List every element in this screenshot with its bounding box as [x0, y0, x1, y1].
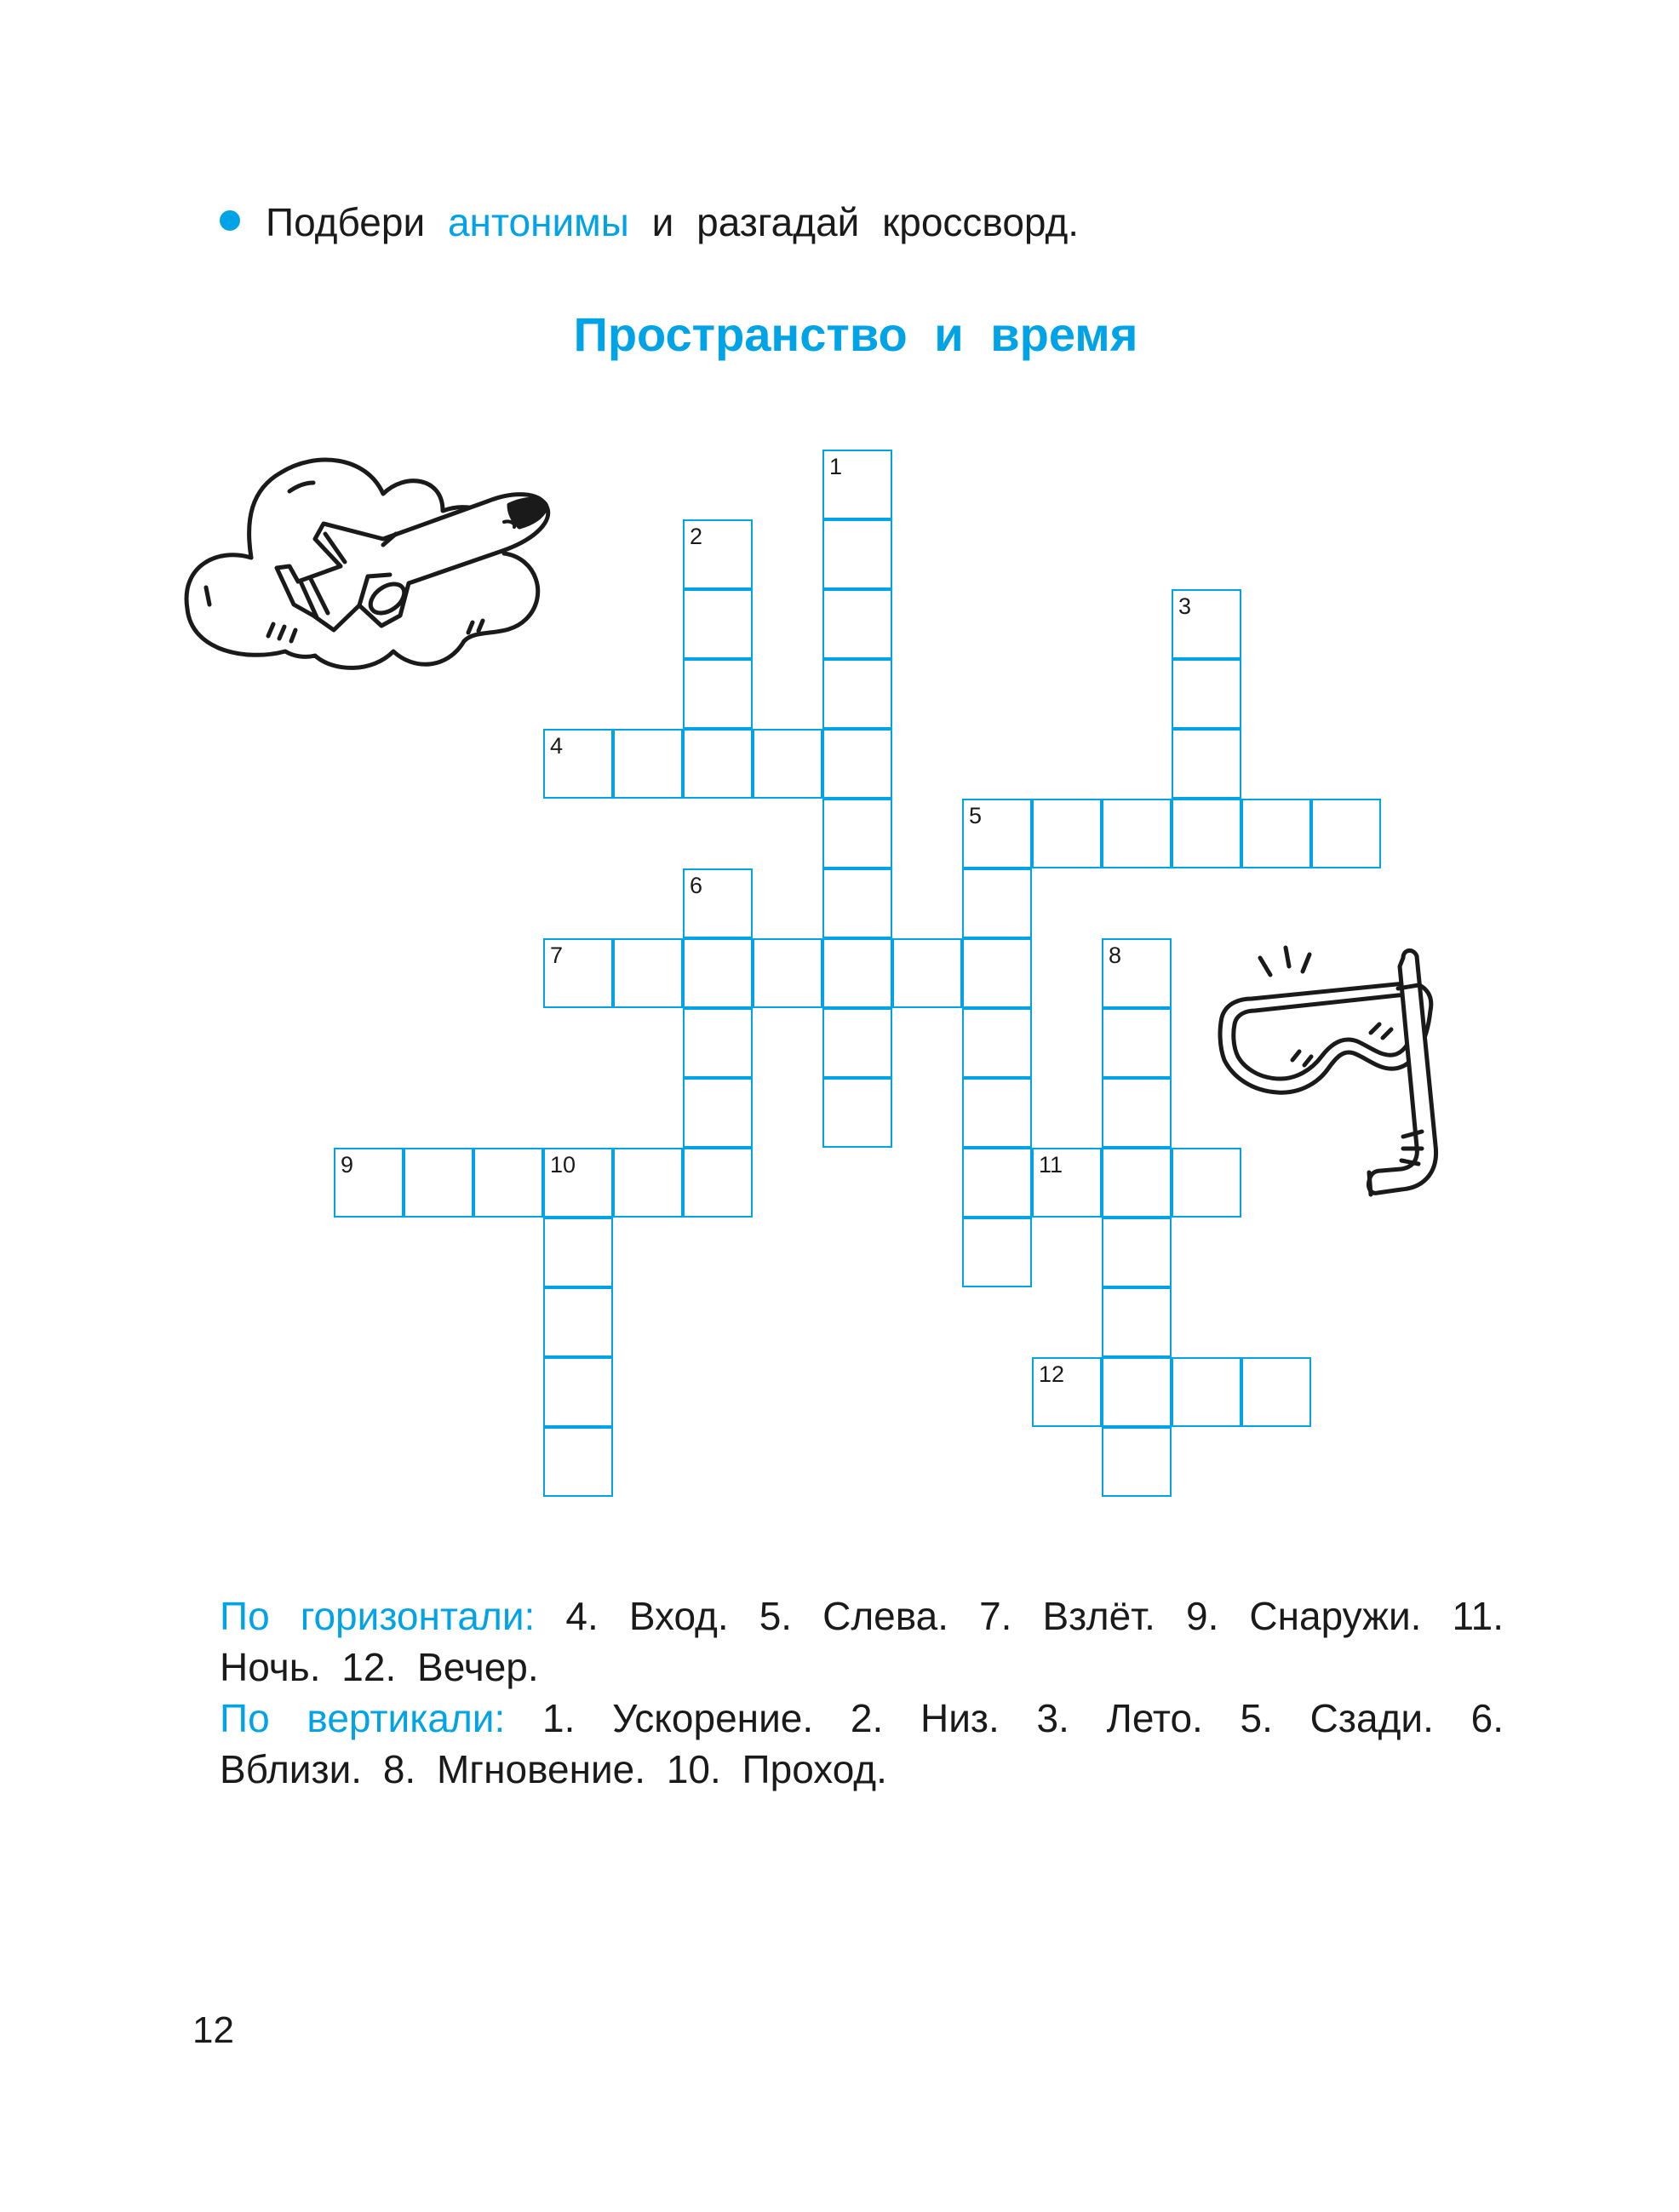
- crossword-cell-5[interactable]: [962, 799, 1032, 868]
- clue-number: 6: [690, 873, 703, 898]
- clue-number: 7: [550, 943, 564, 968]
- clues: [220, 1590, 1504, 1795]
- crossword-cell[interactable]: [683, 1148, 753, 1218]
- airplane-cloud-icon: [170, 438, 647, 685]
- page-number: 12: [192, 2009, 234, 2051]
- instruction-highlight: антонимы: [447, 200, 629, 244]
- crossword-cell[interactable]: [683, 729, 753, 799]
- crossword-cell-3[interactable]: [1172, 589, 1241, 659]
- crossword-cell[interactable]: [962, 1008, 1032, 1078]
- crossword-cell[interactable]: [1172, 1357, 1241, 1427]
- across-text: 4. Вход. 5. Слева. 7. Взлёт. 9. Снаружи. 11. Ночь. 12. Вечер.: [220, 1594, 1504, 1689]
- crossword-cell-1[interactable]: [822, 450, 892, 519]
- crossword-cell[interactable]: [1172, 729, 1241, 799]
- clues-down: [220, 1693, 1504, 1795]
- crossword-cell[interactable]: [683, 589, 753, 659]
- crossword-cell[interactable]: [1102, 1357, 1172, 1427]
- crossword-cell[interactable]: [683, 659, 753, 729]
- crossword-cell[interactable]: [543, 1287, 613, 1357]
- clue-number: 4: [550, 733, 564, 759]
- crossword-cell[interactable]: [822, 1008, 892, 1078]
- crossword-cell[interactable]: [1172, 799, 1241, 868]
- crossword-cell-7[interactable]: [543, 938, 613, 1008]
- crossword-cell[interactable]: [1032, 799, 1102, 868]
- clue-number: 10: [550, 1152, 576, 1178]
- crossword-cell[interactable]: [822, 938, 892, 1008]
- crossword-cell[interactable]: [613, 729, 683, 799]
- crossword-cell-10[interactable]: [543, 1148, 613, 1218]
- page-title: Пространство и время: [573, 307, 1138, 361]
- clue-number: 5: [969, 803, 983, 828]
- down-text: 1. Ускорение. 2. Низ. 3. Лето. 5. Сзади. 6. Вблизи. 8. Мгновение. 10. Проход.: [220, 1696, 1504, 1791]
- instruction-part2: и разгадай кроссворд.: [651, 200, 1080, 244]
- across-label: По горизонтали:: [220, 1594, 536, 1638]
- clue-number: 3: [1178, 593, 1192, 619]
- crossword-cell[interactable]: [1102, 1008, 1172, 1078]
- clue-number: 11: [1039, 1152, 1063, 1178]
- crossword-cell-11[interactable]: [1032, 1148, 1102, 1218]
- crossword-cell-4[interactable]: [543, 729, 613, 799]
- crossword-cell[interactable]: [892, 938, 962, 1008]
- bullet-icon: [220, 210, 240, 231]
- crossword-cell[interactable]: [613, 938, 683, 1008]
- crossword-cell[interactable]: [1102, 1287, 1172, 1357]
- crossword-cell[interactable]: [822, 868, 892, 938]
- crossword-cell-9[interactable]: [334, 1148, 404, 1218]
- crossword-cell[interactable]: [962, 868, 1032, 938]
- crossword-cell[interactable]: [822, 519, 892, 589]
- crossword-cell[interactable]: [822, 659, 892, 729]
- crossword-cell[interactable]: [404, 1148, 473, 1218]
- crossword-cell[interactable]: [1102, 1078, 1172, 1148]
- crossword-cell[interactable]: [543, 1218, 613, 1287]
- clue-number: 12: [1039, 1361, 1065, 1387]
- crossword-cell[interactable]: [962, 1078, 1032, 1148]
- crossword-cell[interactable]: [1241, 1357, 1311, 1427]
- crossword-cell-8[interactable]: [1102, 938, 1172, 1008]
- crossword-cell[interactable]: [1241, 799, 1311, 868]
- clues-across: [220, 1590, 1504, 1693]
- crossword-cell[interactable]: [1102, 799, 1172, 868]
- crossword-cell[interactable]: [822, 589, 892, 659]
- crossword-cell[interactable]: [613, 1148, 683, 1218]
- instruction: [220, 192, 1079, 252]
- crossword-cell[interactable]: [683, 938, 753, 1008]
- crossword-cell-12[interactable]: [1032, 1357, 1102, 1427]
- crossword-cell-6[interactable]: [683, 868, 753, 938]
- clue-number: 2: [690, 524, 703, 549]
- crossword-cell[interactable]: [543, 1357, 613, 1427]
- crossword-cell-2[interactable]: [683, 519, 753, 589]
- crossword-cell[interactable]: [753, 938, 822, 1008]
- crossword-cell[interactable]: [683, 1008, 753, 1078]
- crossword-cell[interactable]: [822, 729, 892, 799]
- crossword-cell[interactable]: [1102, 1218, 1172, 1287]
- crossword-cell[interactable]: [822, 1078, 892, 1148]
- crossword-cell[interactable]: [1102, 1427, 1172, 1497]
- clue-number: 9: [341, 1152, 354, 1178]
- crossword-cell[interactable]: [962, 1148, 1032, 1218]
- crossword-cell[interactable]: [1172, 659, 1241, 729]
- crossword-cell[interactable]: [683, 1078, 753, 1148]
- crossword-cell[interactable]: [473, 1148, 543, 1218]
- down-label: По вертикали:: [220, 1696, 506, 1740]
- crossword-cell[interactable]: [962, 938, 1032, 1008]
- crossword-cell[interactable]: [543, 1427, 613, 1497]
- snorkel-mask-icon: [1201, 924, 1524, 1230]
- clue-number: 8: [1109, 943, 1122, 968]
- crossword-cell[interactable]: [962, 1218, 1032, 1287]
- crossword-cell[interactable]: [822, 799, 892, 868]
- clue-number: 1: [829, 454, 843, 479]
- crossword-cell[interactable]: [1102, 1148, 1172, 1218]
- crossword-cell[interactable]: [753, 729, 822, 799]
- crossword-cell[interactable]: [1311, 799, 1381, 868]
- instruction-part1: Подбери: [266, 200, 426, 244]
